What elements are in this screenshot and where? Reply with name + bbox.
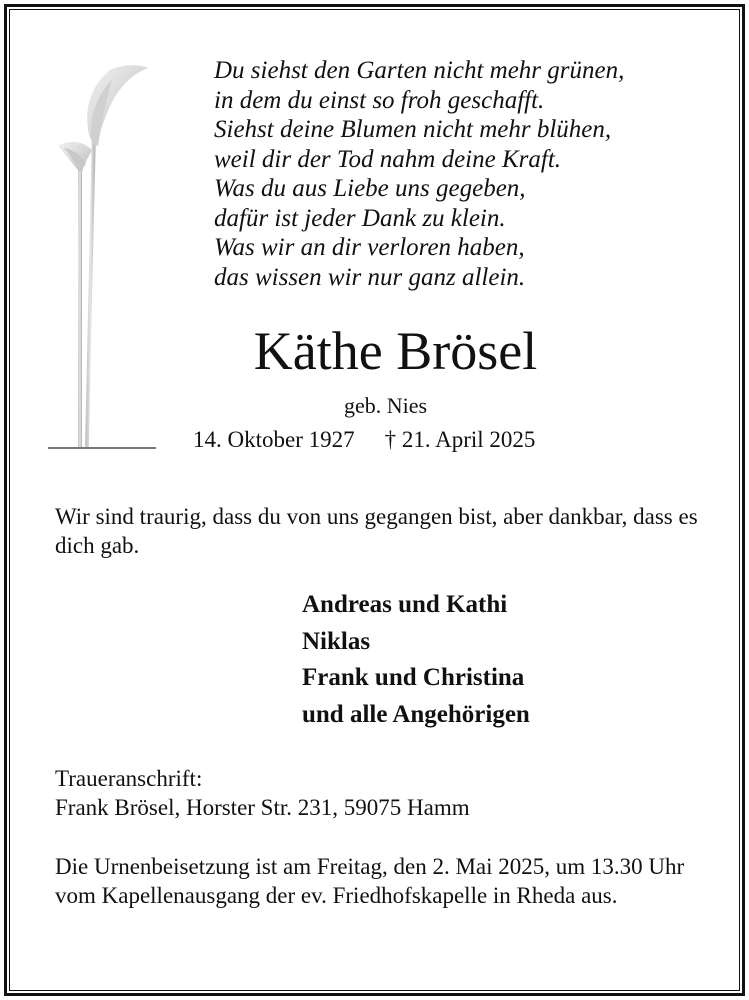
poem-line: Siehst deine Blumen nicht mehr blühen, [214, 116, 612, 143]
poem-line: Was wir an dir verloren haben, [214, 234, 525, 261]
mourner-item: Niklas [302, 627, 371, 655]
poem [214, 56, 714, 292]
mourner-item: und alle Angehörigen [302, 700, 530, 728]
deceased-name: Käthe Brösel [253, 321, 538, 381]
mourners-list [302, 587, 530, 733]
poem-line: Du siehst den Garten nicht mehr grünen, [214, 57, 625, 84]
mourner-item: Frank und Christina [302, 664, 525, 691]
address-label: Traueranschrift: [55, 766, 203, 791]
death-date: † 21. April 2025 [384, 427, 536, 452]
poem-line: in dem du einst so froh geschafft. [214, 86, 545, 114]
burial-notice: Die Urnenbeisetzung ist am Freitag, den 2. Mai 2025, um 13.30 Uhr vom Kapellenausgang der ev. Friedhofskapelle in Rheda aus. [55, 854, 685, 908]
calla-lily-icon [48, 60, 160, 455]
birth-date: 14. Oktober 1927 [193, 427, 355, 452]
mourning-address [55, 764, 470, 822]
poem-line: Was du aus Liebe uns gegeben, [214, 175, 526, 202]
poem-line: das wissen wir nur ganz allein. [214, 263, 526, 291]
life-dates [193, 425, 535, 455]
mourner-item: Andreas und Kathi [302, 591, 508, 618]
poem-line: weil dir der Tod nahm deine Kraft. [214, 145, 562, 173]
poem-line: dafür ist jeder Dank zu klein. [214, 204, 506, 232]
maiden-name: geb. Nies [344, 393, 428, 418]
address-line: Frank Brösel, Horster Str. 231, 59075 Hamm [55, 795, 470, 820]
closing-text: Wir sind traurig, dass du von uns gegangen bist, aber dankbar, dass es dich gab. [55, 504, 698, 558]
